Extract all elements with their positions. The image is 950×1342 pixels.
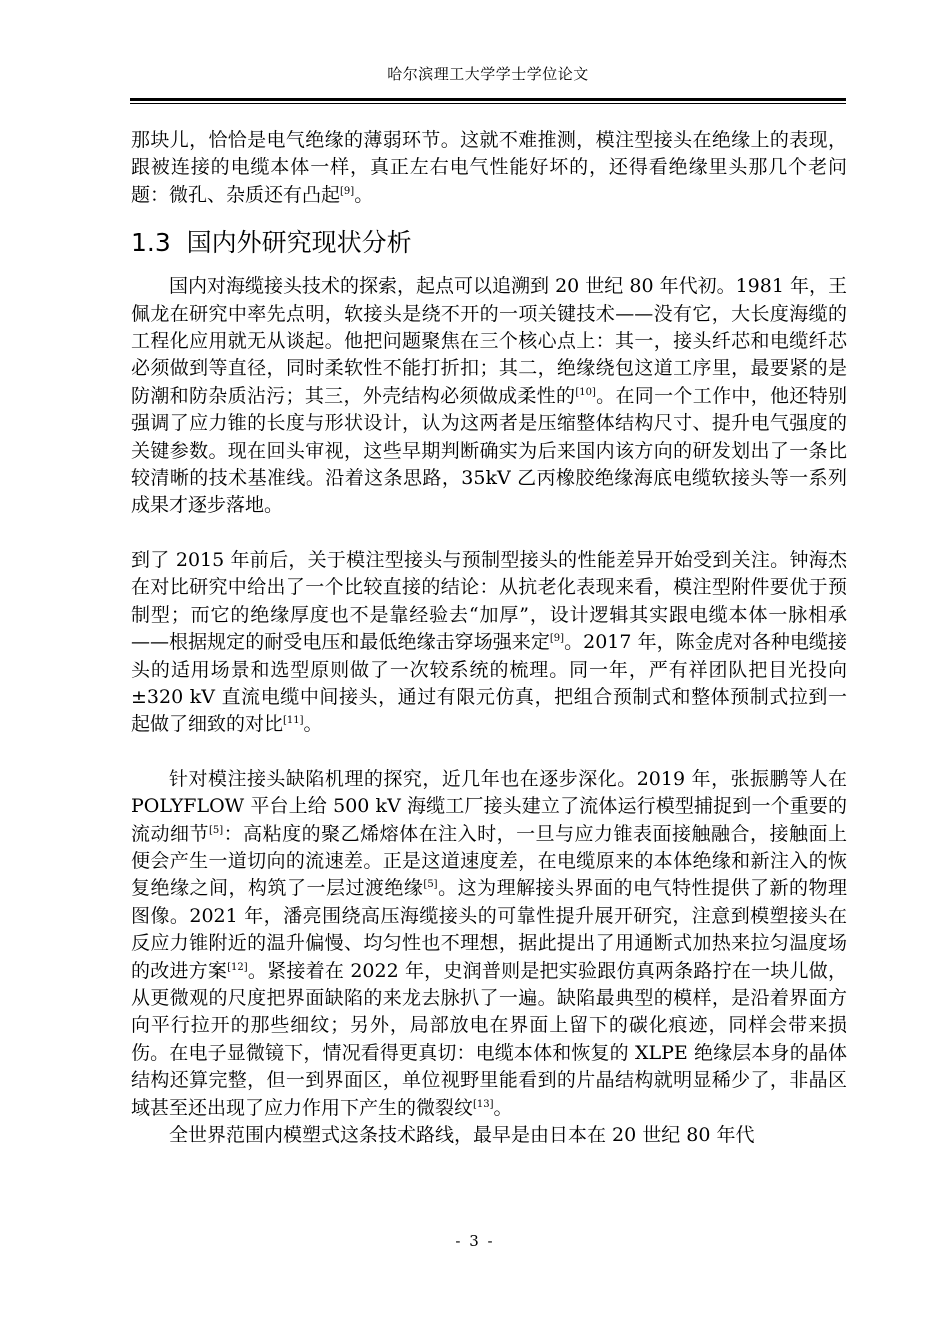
text-run: 那块儿，恰恰是电气绝缘的薄弱环节。这就不难推测，模注型接头在绝缘上的表现，跟被连接的电缆本体一样，真正左右电气性能好坏的，还得看绝缘里头那几个老问题：微孔、杂质还有凸起 bbox=[131, 129, 847, 206]
text-run: 。在同一个工作中，他还特别强调了应力锥的长度与形状设计，认为这两者是压缩整体结构尺寸、提升电气强度的关键参数。现在回头审视，这些早期判断确实为后来国内该方向的研发划出了一条比较清晰的技术基准线。沿着这条思路，35kV 乙丙橡胶绝缘海底电缆软接头等一系列成果才逐步落地。 bbox=[131, 384, 847, 517]
paragraph bbox=[131, 1122, 847, 1149]
header-rule-thick bbox=[130, 98, 846, 101]
text-run: ：高粘度的聚乙烯熔体在注入时，一旦与应力锥表面接触融合，接触面上便会产生一道切向的流速差。正是这道速度差，在电缆原来的本体绝缘和新注入的恢复绝缘之间，构筑了一层过渡绝缘 bbox=[131, 822, 847, 900]
paragraph bbox=[131, 547, 847, 739]
text-run: 到了 2015 年前后，关于模注型接头与预制型接头的性能差异开始受到关注。钟海杰在对比研究中给出了一个比较直接的结论：从抗老化表现来看，模注型附件要优于预制型；而它的绝缘厚度也不是靠经验去“加厚”，设计逻辑其实跟电缆本体一脉相承——根据规定的耐受电压和最低绝缘击穿场强来定 bbox=[131, 548, 847, 654]
paragraph-gap bbox=[131, 739, 847, 766]
body-text bbox=[131, 127, 847, 1149]
text-run: 针对模注接头缺陷机理的探究，近几年也在逐步深化。2019 年，张振鹏等人在 POLYFLOW 平台上给 500 kV 海缆工厂接头建立了流体运行模型捕捉到一个重要的流动细节 bbox=[131, 767, 847, 845]
running-header: 哈尔滨理工大学学士学位论文 bbox=[387, 65, 589, 83]
paragraph-gap bbox=[131, 520, 847, 547]
citation: [11] bbox=[283, 715, 304, 727]
section-title: 国内外研究现状分析 bbox=[186, 228, 412, 258]
citation: [9] bbox=[549, 633, 565, 645]
citation: [9] bbox=[340, 185, 355, 197]
page-number: - 3 - bbox=[455, 1232, 495, 1250]
citation: [5] bbox=[208, 824, 224, 836]
text-run: 。 bbox=[303, 713, 323, 736]
header-rule-thin bbox=[130, 103, 846, 104]
citation: [5] bbox=[423, 879, 438, 891]
text-run: 国内对海缆接头技术的探索，起点可以追溯到 20 世纪 80 年代初。1981 年，王佩龙在研究中率先点明，软接头是绕不开的一项关键技术——没有它，大长度海缆的工程化应用就无从谈起。他把问题聚焦在三个核心点上：其一，接头纤芯和电缆纤芯必须做到等直径，同时柔软性不能打折扣；其二，绝缘绕包这道工序里，最要紧的是防潮和防杂质沾污；其三，外壳结构必须做成柔性的 bbox=[131, 275, 847, 407]
section-number: 1.3 bbox=[131, 228, 171, 258]
paragraph bbox=[131, 766, 847, 1122]
citation: [12] bbox=[227, 961, 248, 973]
text-run: 。紧接着在 2022 年，史润普则是把实验跟仿真两条路拧在一块儿做，从更微观的尺度把界面缺陷的来龙去脉扒了一遍。缺陷最典型的模样，是沿着界面方向平行拉开的那些细纹；另外，局部放电在界面上留下的碳化痕迹，同样会带来损伤。在电子显微镜下，情况看得更真切：电缆本体和恢复的 XLPE 绝缘层本身的晶体结构还算完整，但一到界面区，单位视野里能看到的片晶结构就明显稀少了，非晶区域甚至还出现了应力作用下产生的微裂纹 bbox=[131, 959, 847, 1119]
text-run: 。 bbox=[493, 1096, 513, 1119]
text-run: 。这为理解接头界面的电气特性提供了新的物理图像。2021 年，潘亮围绕高压海缆接头的可靠性提升展开研究，注意到模塑接头在反应力锥附近的温升偏慢、均匀性也不理想，据此提出了用通断式加热来拉匀温度场的改进方案 bbox=[131, 877, 847, 982]
citation: [10] bbox=[575, 386, 596, 398]
citation: [13] bbox=[473, 1098, 494, 1110]
section-heading bbox=[131, 225, 847, 261]
text-run: 。2017 年，陈金虎对各种电缆接头的适用场景和选型原则做了一次较系统的梳理。同一年，严有祥团队把目光投向±320 kV 直流电缆中间接头，通过有限元仿真，把组合预制式和整体预制式拉到一起做了细致的对比 bbox=[131, 631, 847, 736]
text-run: 全世界范围内模塑式这条技术路线，最早是由日本在 20 世纪 80 年代 bbox=[169, 1124, 755, 1146]
paragraph bbox=[131, 273, 847, 520]
paragraph-continued bbox=[131, 127, 847, 209]
text-run: 。 bbox=[354, 183, 374, 206]
